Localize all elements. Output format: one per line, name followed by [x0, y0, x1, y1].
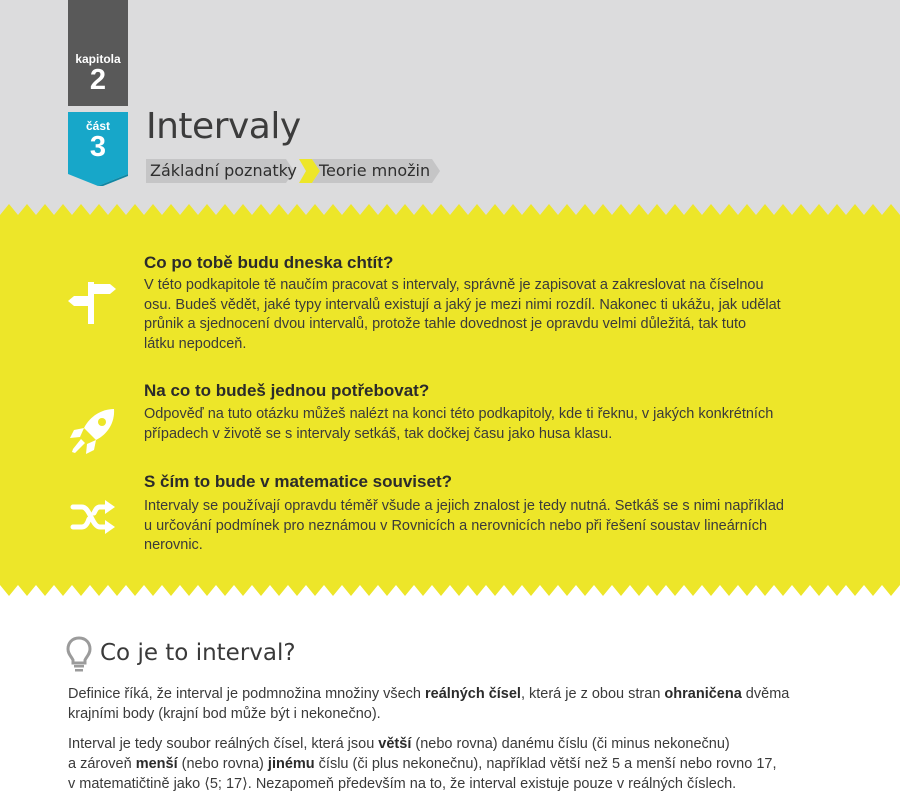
chapter-number: 2	[89, 64, 107, 96]
breadcrumb-item-set-theory[interactable]: Teorie množin	[319, 161, 431, 180]
section-heading-usage: Na co to budeš jednou potřebovat?	[144, 381, 430, 400]
paragraph-definition: Definice říká, že interval je podmnožina množiny všech reálných čísel, která je z obou stran ohraničena dvěma krajními body (krajní bod může být i nekonečno).	[68, 686, 790, 722]
section-text-usage	[144, 405, 824, 444]
section-text-goals	[144, 276, 824, 354]
page-title: Intervaly	[146, 106, 301, 147]
page-header	[0, 0, 900, 215]
content-title: Co je to interval?	[100, 640, 296, 666]
part-tab	[68, 112, 128, 186]
emphasis-text: menší	[135, 756, 178, 772]
emphasis-text: větší	[378, 736, 412, 752]
emphasis-text: reálných čísel	[425, 686, 521, 702]
part-label: část	[85, 119, 111, 133]
text-line: látku nepodceň.	[144, 335, 247, 352]
emphasis-text: ohraničena	[664, 686, 742, 702]
text-line: případech v životě se s intervaly setkáš, tak dočkej času jako husa klasu.	[144, 425, 613, 442]
text-line: nerovnic.	[144, 537, 203, 553]
text-line: Odpověď na tuto otázku můžeš nalézt na konci této podkapitoly, kde ti řeknu, v jakých konkrétních	[144, 406, 774, 422]
emphasis-text: jinému	[267, 756, 315, 772]
part-number: 3	[89, 131, 107, 163]
shuffle-icon	[70, 499, 116, 535]
text-line: osu. Budeš vědět, jaké typy intervalů existují a jaký je mezi nimi rozdíl. Nakonec ti ukážu, jak udělat	[144, 296, 781, 313]
text-line: V této podkapitole tě naučím pracovat s intervaly, správně je zapisovat a zakreslovat na číselnou	[144, 277, 764, 293]
breadcrumb-item-basics[interactable]: Základní poznatky	[150, 161, 297, 180]
chapter-tab	[68, 0, 128, 106]
chapter-label: kapitola	[75, 52, 121, 66]
section-heading-relations: S čím to bude v matematice souviset?	[144, 472, 452, 491]
section-heading-goals: Co po tobě budu dneska chtít?	[144, 253, 394, 272]
text-line: průnik a sjednocení dvou intervalů, protože tahle dovednost je opravdu velmi důležitá, tak tuto	[144, 316, 747, 332]
lightbulb-icon	[66, 636, 92, 672]
text-line: Intervaly se používají opravdu téměř všude a jejich znalost je tedy nutná. Setkáš se s nimi například	[144, 498, 784, 514]
rocket-icon	[68, 406, 118, 458]
paragraph-explanation: Interval je tedy soubor reálných čísel, která jsou větší (nebo rovna) danému číslu (či minus nekonečnu) a zároveň menší (nebo rovna) jinému číslu (či plus nekonečnu), například větší než 5 a menší nebo rovno 17, v matematičtině jako ⟨5; 17⟩. Nezapomeň především na to, že interval existuje pouze v reálných číslech.	[68, 736, 777, 792]
section-text-relations	[144, 497, 824, 556]
text-line: u určování podmínek pro neznámou v Rovnicích a nerovnicích nebo při řešení soustav lineárních	[144, 517, 768, 534]
signpost-icon	[66, 276, 118, 326]
